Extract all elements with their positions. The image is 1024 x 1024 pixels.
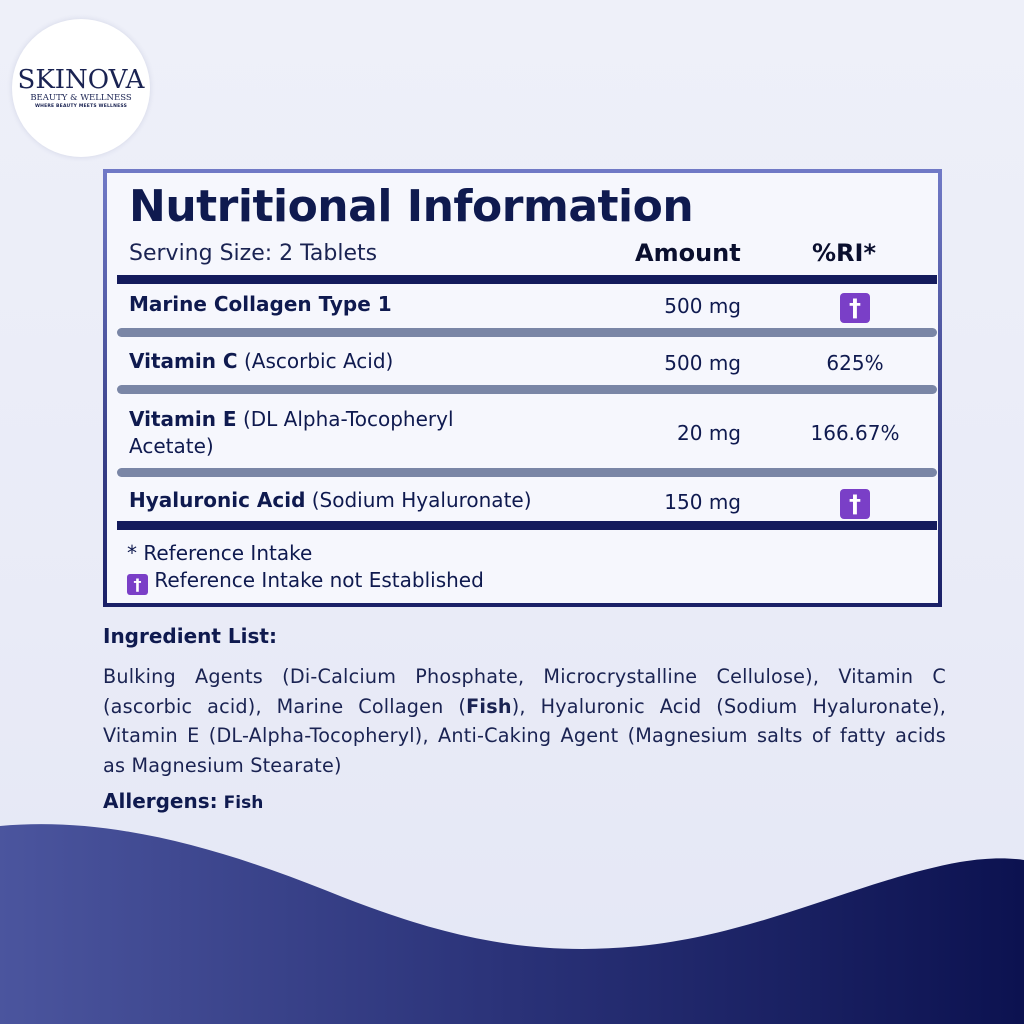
ingredient-list-title: Ingredient List: [103, 624, 277, 648]
nutrient-name: Vitamin E [129, 407, 237, 431]
serving-size: Serving Size: 2 Tablets [129, 241, 378, 266]
nutrient-ri: 625% [826, 351, 884, 375]
ingredient-text-part: Bulking Agents (Di-Calcium Phosphate, Microcrystalline Cellulose), Vitamin C (ascorbic acid), Marine Collagen ( [103, 665, 946, 718]
nutrient-detail: (Sodium Hyaluronate) [305, 488, 532, 512]
dagger-icon: † [840, 293, 870, 323]
nutrient-name: Hyaluronic Acid [129, 488, 306, 512]
footnote-dagger-text: Reference Intake not Established [154, 568, 484, 592]
column-header-amount: Amount [635, 239, 741, 267]
footnote-reference-intake: * Reference Intake [127, 541, 313, 565]
nutrient-amount: 150 mg [664, 490, 741, 514]
allergens-label: Allergens: [103, 789, 218, 813]
nutrient-name: Vitamin C [129, 349, 238, 373]
nutrient-amount: 20 mg [677, 421, 741, 445]
nutrient-ri: 166.67% [810, 421, 900, 445]
column-header-ri: %RI* [812, 239, 877, 267]
dagger-icon: † [127, 574, 148, 595]
panel-title: Nutritional Information [129, 181, 694, 232]
ingredient-allergen-highlight: Fish [466, 694, 512, 718]
dagger-icon: † [840, 489, 870, 519]
brand-name: SKINOVA [17, 65, 145, 95]
nutrient-detail: (Ascorbic Acid) [237, 349, 394, 373]
allergens-value: Fish [223, 793, 264, 813]
brand-tagline: WHERE BEAUTY MEETS WELLNESS [34, 104, 128, 109]
nutrient-name: Marine Collagen Type 1 [129, 292, 392, 316]
nutrient-amount: 500 mg [664, 294, 741, 318]
ingredient-text-part: ), Hyaluronic Acid (Sodium Hyaluronate), Vitamin E (DL-Alpha-Tocopheryl), Anti-Caking Agent (Magnesium salts of fatty acids as Magnesium Stearate) [103, 694, 947, 777]
nutrient-amount: 500 mg [664, 351, 741, 375]
brand-subtitle: BEAUTY & WELLNESS [30, 93, 132, 103]
nutrient-detail: (DL Alpha-Tocopheryl Acetate) [129, 407, 454, 458]
